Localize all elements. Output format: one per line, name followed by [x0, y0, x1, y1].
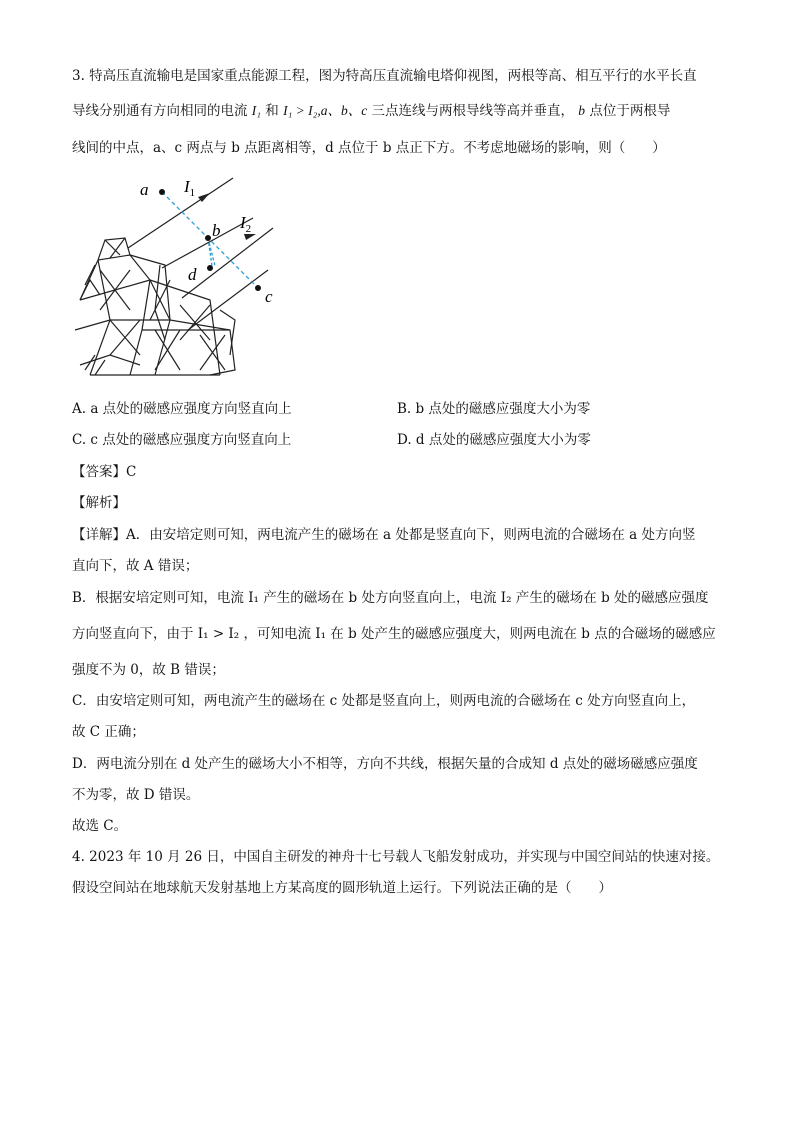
option-a: A. a 点处的磁感应强度方向竖直向上 [72, 401, 292, 417]
q3-line-2d: 点位于两根导 [589, 103, 671, 119]
q3-line-1: 3. 特高压直流输电是国家重点能源工程，图为特高压直流输电塔仰视图，两根等高、相互平行的水平长直 [72, 68, 697, 84]
analysis-line-6: C．由安培定则可知，两电流产生的磁场在 c 处都是竖直向上，则两电流的合磁场在 c 处方向竖直向上， [72, 693, 696, 709]
analysis-line-7: 故 C 正确； [72, 724, 145, 740]
analysis-line-1: 【详解】A．由安培定则可知，两电流产生的磁场在 a 处都是竖直向下，则两电流的合磁场在 a 处方向竖 [72, 527, 696, 543]
label-i1-sub: 1 [189, 187, 196, 199]
analysis-title: 【解析】 [72, 495, 126, 511]
point-c [255, 285, 261, 291]
label-i1 [183, 177, 195, 199]
answer: 【答案】C [72, 464, 137, 480]
analysis-line-8: D．两电流分别在 d 处产生的磁场大小不相等，方向不共线，根据矢量的合成知 d 点处的磁场磁感应强度 [72, 756, 698, 772]
q3-b-point: b [578, 103, 586, 118]
point-d [207, 265, 213, 271]
q3-line-2a: 导线分别通有方向相同的电流 [72, 103, 248, 119]
q4-line-1: 4. 2023 年 10 月 26 日，中国自主研发的神舟十七号载人飞船发射成功，并实现与中国空间站的快速对接。 [72, 849, 720, 865]
analysis-line-9: 不为零，故 D 错误。 [72, 787, 200, 803]
analysis-line-3: B．根据安培定则可知，电流 I₁ 产生的磁场在 b 处方向竖直向上，电流 I₂ 产生的磁场在 b 处的磁感应强度 [72, 590, 709, 606]
q3-i2-cond: I₁ > I₂,a、b、c [283, 103, 368, 118]
q3-line-2 [72, 101, 670, 121]
label-b: b [212, 221, 221, 240]
option-b: B. b 点处的磁感应强度大小为零 [397, 401, 591, 417]
label-d: d [188, 265, 197, 284]
analysis-line-10: 故选 C。 [72, 818, 128, 834]
label-i1-main: I [184, 177, 190, 196]
point-b [205, 235, 211, 241]
analysis-line-2: 直向下，故 A 错误； [72, 558, 199, 574]
transmission-tower-figure [70, 170, 300, 385]
label-a: a [140, 180, 149, 199]
q3-line-3: 线间的中点，a、c 两点与 b 点距离相等，d 点位于 b 点正下方。不考虑地磁场的影响，则（ ） [72, 140, 666, 156]
label-c: c [265, 287, 273, 306]
analysis-line-4: 方向竖直向下，由于 I₁ > I₂ ，可知电流 I₁ 在 b 处产生的磁感应强度大，则两电流在 b 点的合磁场的磁感应 [72, 626, 716, 642]
point-a [159, 189, 165, 195]
option-d: D. d 点处的磁感应强度大小为零 [397, 432, 591, 448]
q3-line-2c: 三点连线与两根导线等高并垂直， [371, 103, 574, 119]
label-i2-sub: 2 [245, 223, 252, 235]
option-c: C. c 点处的磁感应强度方向竖直向上 [72, 432, 292, 448]
label-i2-main: I [240, 213, 246, 232]
analysis-line-5: 强度不为 0，故 B 错误； [72, 662, 225, 678]
wire-2-lower [188, 270, 268, 330]
q4-line-2: 假设空间站在地球航天发射基地上方某高度的圆形轨道上运行。下列说法正确的是（ ） [72, 880, 612, 896]
q3-i1: I₁ [251, 103, 261, 118]
q3-line-2b: 和 [265, 103, 279, 119]
label-i2 [239, 213, 251, 235]
